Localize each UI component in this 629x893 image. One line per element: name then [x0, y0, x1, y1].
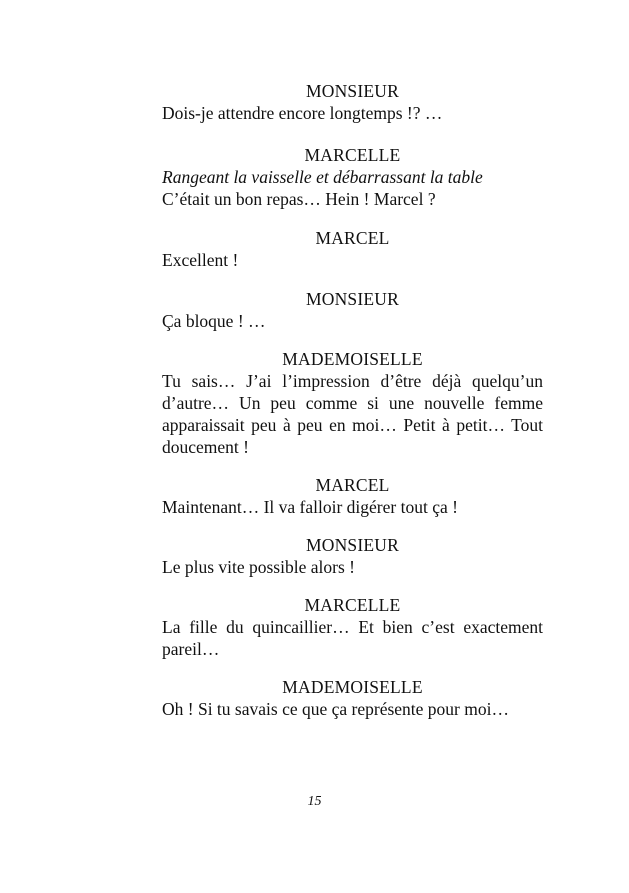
dialogue-block — [162, 227, 543, 271]
speaker-name: MONSIEUR — [306, 289, 399, 309]
dialogue-line: Le plus vite possible alors ! — [162, 557, 355, 577]
dialogue-line: Tu sais… J’ai l’impression d’être déjà quelqu’un d’autre… Un peu comme si une nouvelle femme apparaissait peu à peu en moi… Petit à petit… Tout doucement ! — [162, 371, 543, 457]
speaker-name: MONSIEUR — [306, 81, 399, 101]
speaker-name: MADEMOISELLE — [282, 349, 423, 369]
script-page — [162, 80, 543, 734]
speaker-name: MARCEL — [315, 475, 390, 495]
dialogue-line: Dois-je attendre encore longtemps !? … — [162, 103, 443, 123]
dialogue-line: La fille du quincaillier… Et bien c’est exactement pareil… — [162, 617, 543, 659]
dialogue-block — [162, 474, 543, 518]
dialogue-block — [162, 348, 543, 458]
dialogue-block — [162, 676, 543, 720]
speaker-name: MADEMOISELLE — [282, 677, 423, 697]
dialogue-line: Maintenant… Il va falloir digérer tout ça ! — [162, 497, 458, 517]
dialogue-line: Excellent ! — [162, 250, 239, 270]
dialogue-block — [162, 594, 543, 660]
dialogue-block — [162, 144, 543, 210]
dialogue-block — [162, 80, 543, 124]
dialogue-line: Ça bloque ! … — [162, 311, 266, 331]
speaker-name: MONSIEUR — [306, 535, 399, 555]
stage-direction: Rangeant la vaisselle et débarrassant la table — [162, 167, 483, 187]
speaker-name: MARCEL — [315, 228, 390, 248]
dialogue-line: Oh ! Si tu savais ce que ça représente pour moi… — [162, 699, 509, 719]
page-number: 15 — [307, 794, 322, 809]
dialogue-block — [162, 534, 543, 578]
dialogue-line: C’était un bon repas… Hein ! Marcel ? — [162, 189, 436, 209]
speaker-name: MARCELLE — [304, 595, 401, 615]
speaker-name: MARCELLE — [304, 145, 401, 165]
dialogue-block — [162, 288, 543, 332]
